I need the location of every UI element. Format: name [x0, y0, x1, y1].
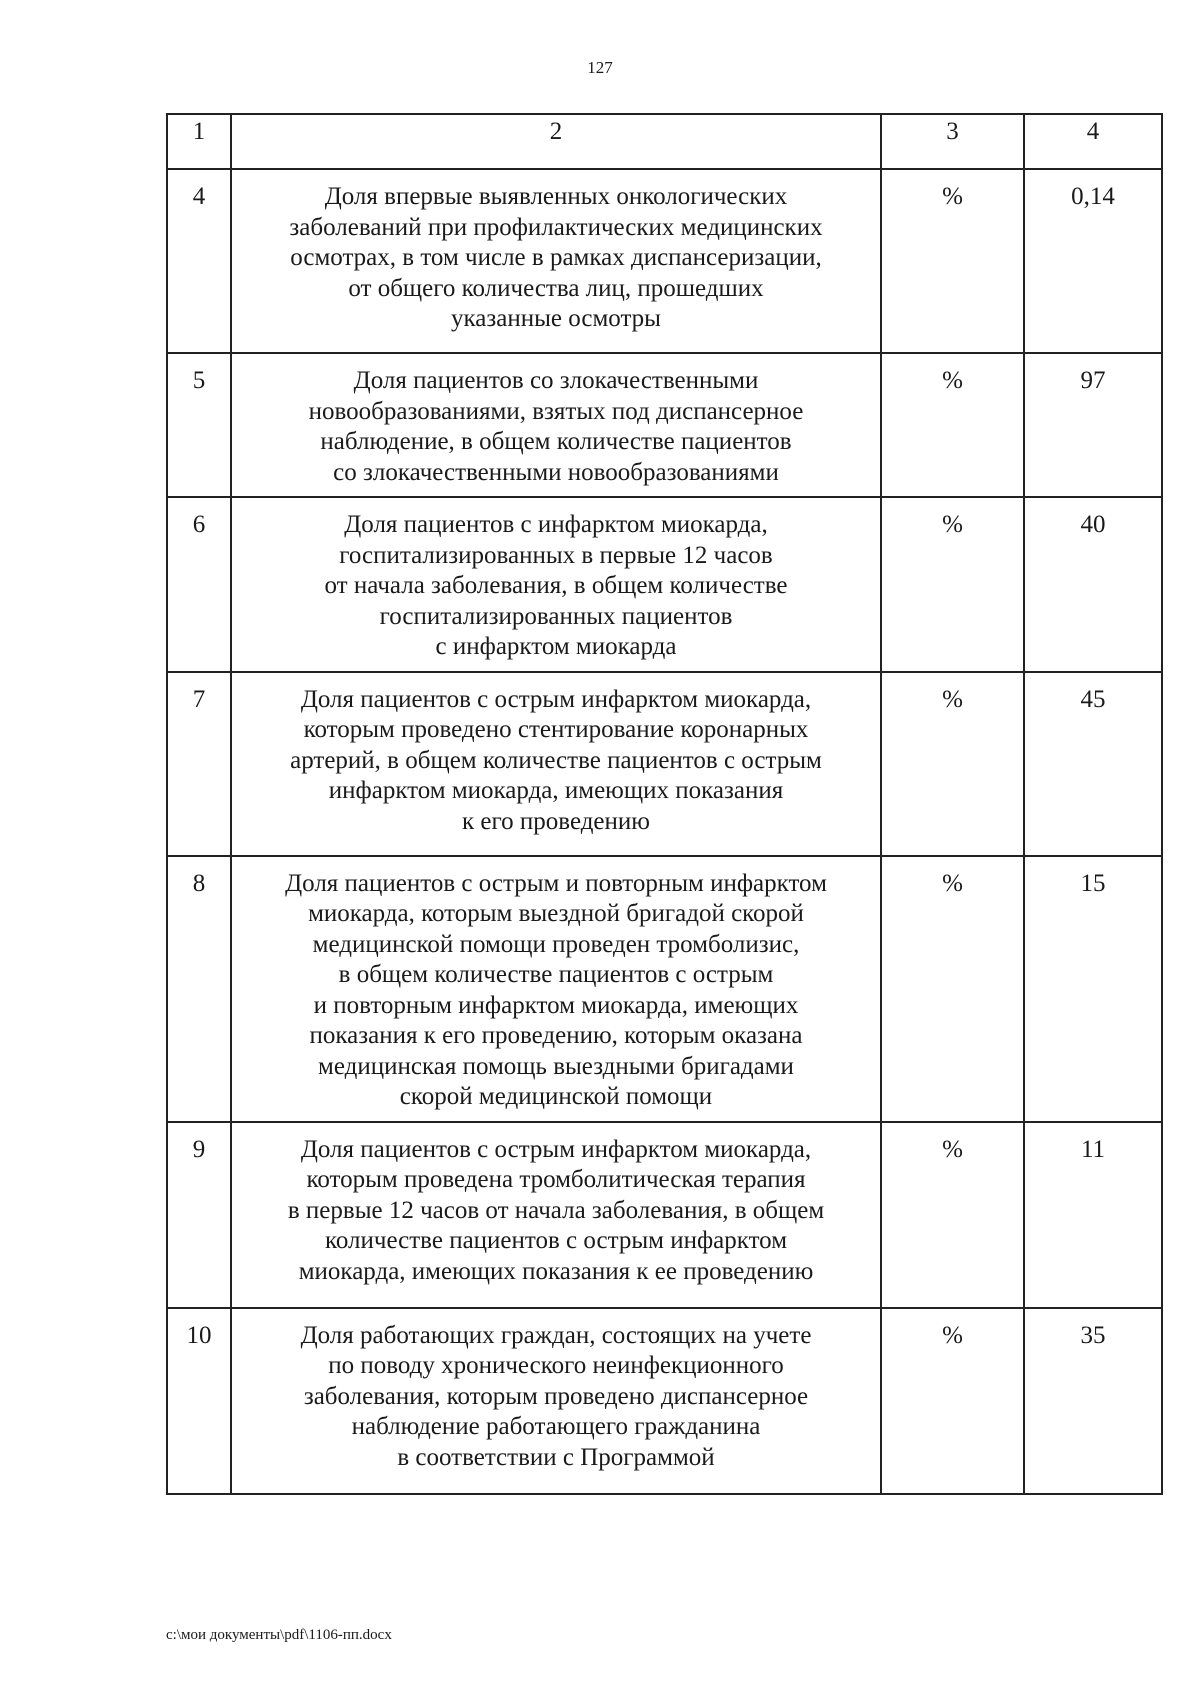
unit-cell: % — [881, 672, 1024, 856]
unit-cell: % — [881, 1122, 1024, 1308]
row-number: 4 — [167, 169, 231, 353]
footer-file-path: c:\мои документы\pdf\1106-пп.docx — [166, 1627, 392, 1643]
unit-cell: % — [881, 1308, 1024, 1494]
table-row — [167, 169, 1162, 353]
value-cell: 0,14 — [1024, 169, 1162, 353]
table-row — [167, 497, 1162, 672]
value-cell: 11 — [1024, 1122, 1162, 1308]
value-cell: 35 — [1024, 1308, 1162, 1494]
table-header-row — [167, 114, 1162, 169]
value-cell: 40 — [1024, 497, 1162, 672]
row-number: 10 — [167, 1308, 231, 1494]
header-cell-1: 1 — [167, 114, 231, 169]
indicator-text: Доля пациентов с инфарктом миокарда, госпитализированных в первые 12 часов от начала заболевания, в общем количестве госпитализированных пациентов с инфарктом миокарда — [231, 497, 881, 672]
indicator-text: Доля работающих граждан, состоящих на учете по поводу хронического неинфекционного заболевания, которым проведено диспансерное наблюдение работающего гражданина в соответствии с Программой — [231, 1308, 881, 1494]
header-cell-4: 4 — [1024, 114, 1162, 169]
table-row — [167, 672, 1162, 856]
indicator-text: Доля пациентов со злокачественными новообразованиями, взятых под диспансерное наблюдение, в общем количестве пациентов со злокачественными новообразованиями — [231, 353, 881, 497]
header-cell-3: 3 — [881, 114, 1024, 169]
page-number: 127 — [587, 58, 613, 77]
table-row — [167, 353, 1162, 497]
indicator-text: Доля впервые выявленных онкологических заболеваний при профилактических медицинских осмотрах, в том числе в рамках диспансеризации, от общего количества лиц, прошедших указанные осмотры — [231, 169, 881, 353]
value-cell: 97 — [1024, 353, 1162, 497]
row-number: 8 — [167, 856, 231, 1122]
row-number: 9 — [167, 1122, 231, 1308]
indicators-table — [166, 113, 1163, 1495]
table-row — [167, 856, 1162, 1122]
unit-cell: % — [881, 497, 1024, 672]
table-row — [167, 1308, 1162, 1494]
indicator-text: Доля пациентов с острым и повторным инфарктом миокарда, которым выездной бригадой скорой медицинской помощи проведен тромболизис, в общем количестве пациентов с острым и повторным инфарктом миокарда, имеющих показания к его проведению, которым оказана медицинская помощь выездными бригадами скорой медицинской помощи — [231, 856, 881, 1122]
value-cell: 45 — [1024, 672, 1162, 856]
indicator-text: Доля пациентов с острым инфарктом миокарда, которым проведено стентирование коронарных артерий, в общем количестве пациентов с острым инфарктом миокарда, имеющих показания к его проведению — [231, 672, 881, 856]
table-row — [167, 1122, 1162, 1308]
unit-cell: % — [881, 353, 1024, 497]
header-cell-2: 2 — [231, 114, 881, 169]
unit-cell: % — [881, 169, 1024, 353]
row-number: 7 — [167, 672, 231, 856]
indicator-text: Доля пациентов с острым инфарктом миокарда, которым проведена тромболитическая терапия в первые 12 часов от начала заболевания, в общем количестве пациентов с острым инфарктом миокарда, имеющих показания к ее проведению — [231, 1122, 881, 1308]
unit-cell: % — [881, 856, 1024, 1122]
row-number: 5 — [167, 353, 231, 497]
value-cell: 15 — [1024, 856, 1162, 1122]
row-number: 6 — [167, 497, 231, 672]
